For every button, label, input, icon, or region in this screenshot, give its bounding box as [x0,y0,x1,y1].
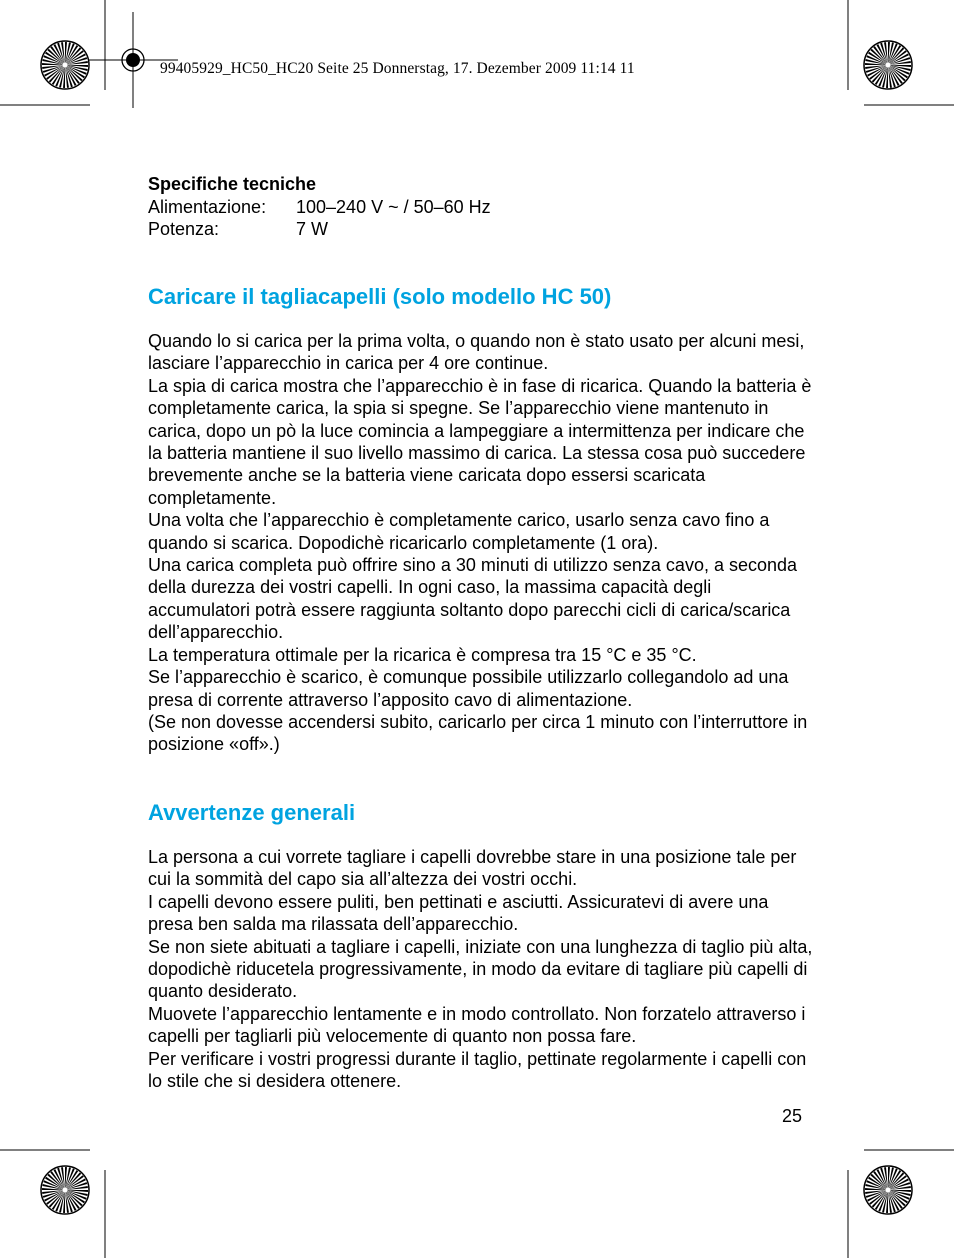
paragraph: La temperatura ottimale per la ricarica è compresa tra 15 °C e 35 °C. [148,644,697,665]
warnings-text [148,846,814,1092]
paragraph: Se non siete abituati a tagliare i capelli, iniziate con una lunghezza di taglio più alta, dopodichè riducetela progressivamente, in modo da evitare di tagliare più capelli di quanto desiderato. [148,936,813,1002]
specifications-title: Specifiche tecniche [148,174,317,194]
star-target-center [886,1188,891,1193]
spec-value: 7 W [296,219,329,239]
charging-heading: Caricare il tagliacapelli (solo modello HC 50) [148,284,612,309]
spec-row-power-supply [148,196,491,219]
paragraph: I capelli devono essere puliti, ben pettinati e asciutti. Assicuratevi di avere una presa ben salda ma rilassata dell’apparecchio. [148,891,769,935]
paragraph: Se l’apparecchio è scarico, è comunque possibile utilizzarlo collegandolo ad una presa di corrente attraverso l’apposito cavo di alimentazione. [148,667,789,710]
charging-text [148,330,814,756]
spec-label: Potenza: [148,219,220,239]
page-number: 25 [782,1106,803,1126]
paragraph: Una carica completa può offrire sino a 30 minuti di utilizzo senza cavo, a seconda della durezza dei vostri capelli. In ogni caso, la massima capacità degli accumulatori potrà essere raggiunta soltanto dopo parecchi cicli di carica/scarica dell’apparecchio. [148,555,798,643]
paragraph: Quando lo si carica per la prima volta, o quando non è stato usato per alcuni mesi, lasciare l’apparecchio in carica per 4 ore continue. [148,331,805,374]
star-target-center [63,1188,68,1193]
star-target-center [886,63,891,68]
paragraph: La spia di carica mostra che l’apparecchio è in fase di ricarica. Quando la batteria è completamente carica, la spia si spegne. Se l’apparecchio viene mantenuto in carica, dopo un pò la luce comincia a lampeggiare a intermittenza per indicare che la batteria mantiene il suo livello massimo di carica. La stessa cosa può succedere brevemente anche se la batteria viene caricata dopo essersi scaricata completamente. [148,375,812,508]
paragraph: La persona a cui vorrete tagliare i capelli dovrebbe stare in una posizione tale per cui la sommità del capo sia all’altezza dei vostri occhi. [148,847,797,890]
paragraph: Per verificare i vostri progressi durante il taglio, pettinate regolarmente i capelli con lo stile che si desidera ottenere. [148,1048,807,1092]
spec-row-power [148,218,491,241]
print-slug-line: 99405929_HC50_HC20 Seite 25 Donnerstag, 17. Dezember 2009 11:14 11 [160,60,635,77]
technical-specifications [148,173,491,241]
star-target-center [63,63,68,68]
warnings-heading: Avvertenze generali [148,800,356,825]
paragraph: Una volta che l’apparecchio è completamente carico, usarlo senza cavo fino a quando si scarica. Dopodichè ricaricarlo completamente (1 ora). [148,510,770,553]
spec-value: 100–240 V ~ / 50–60 Hz [296,196,491,217]
paragraph: (Se non dovesse accendersi subito, caricarlo per circa 1 minuto con l’interruttore in posizione «off».) [148,711,808,755]
paragraph: Muovete l’apparecchio lentamente e in modo controllato. Non forzatelo attraverso i capelli per tagliarli più velocemente di quanto non possa fare. [148,1003,806,1047]
spec-label: Alimentazione: [148,196,267,217]
